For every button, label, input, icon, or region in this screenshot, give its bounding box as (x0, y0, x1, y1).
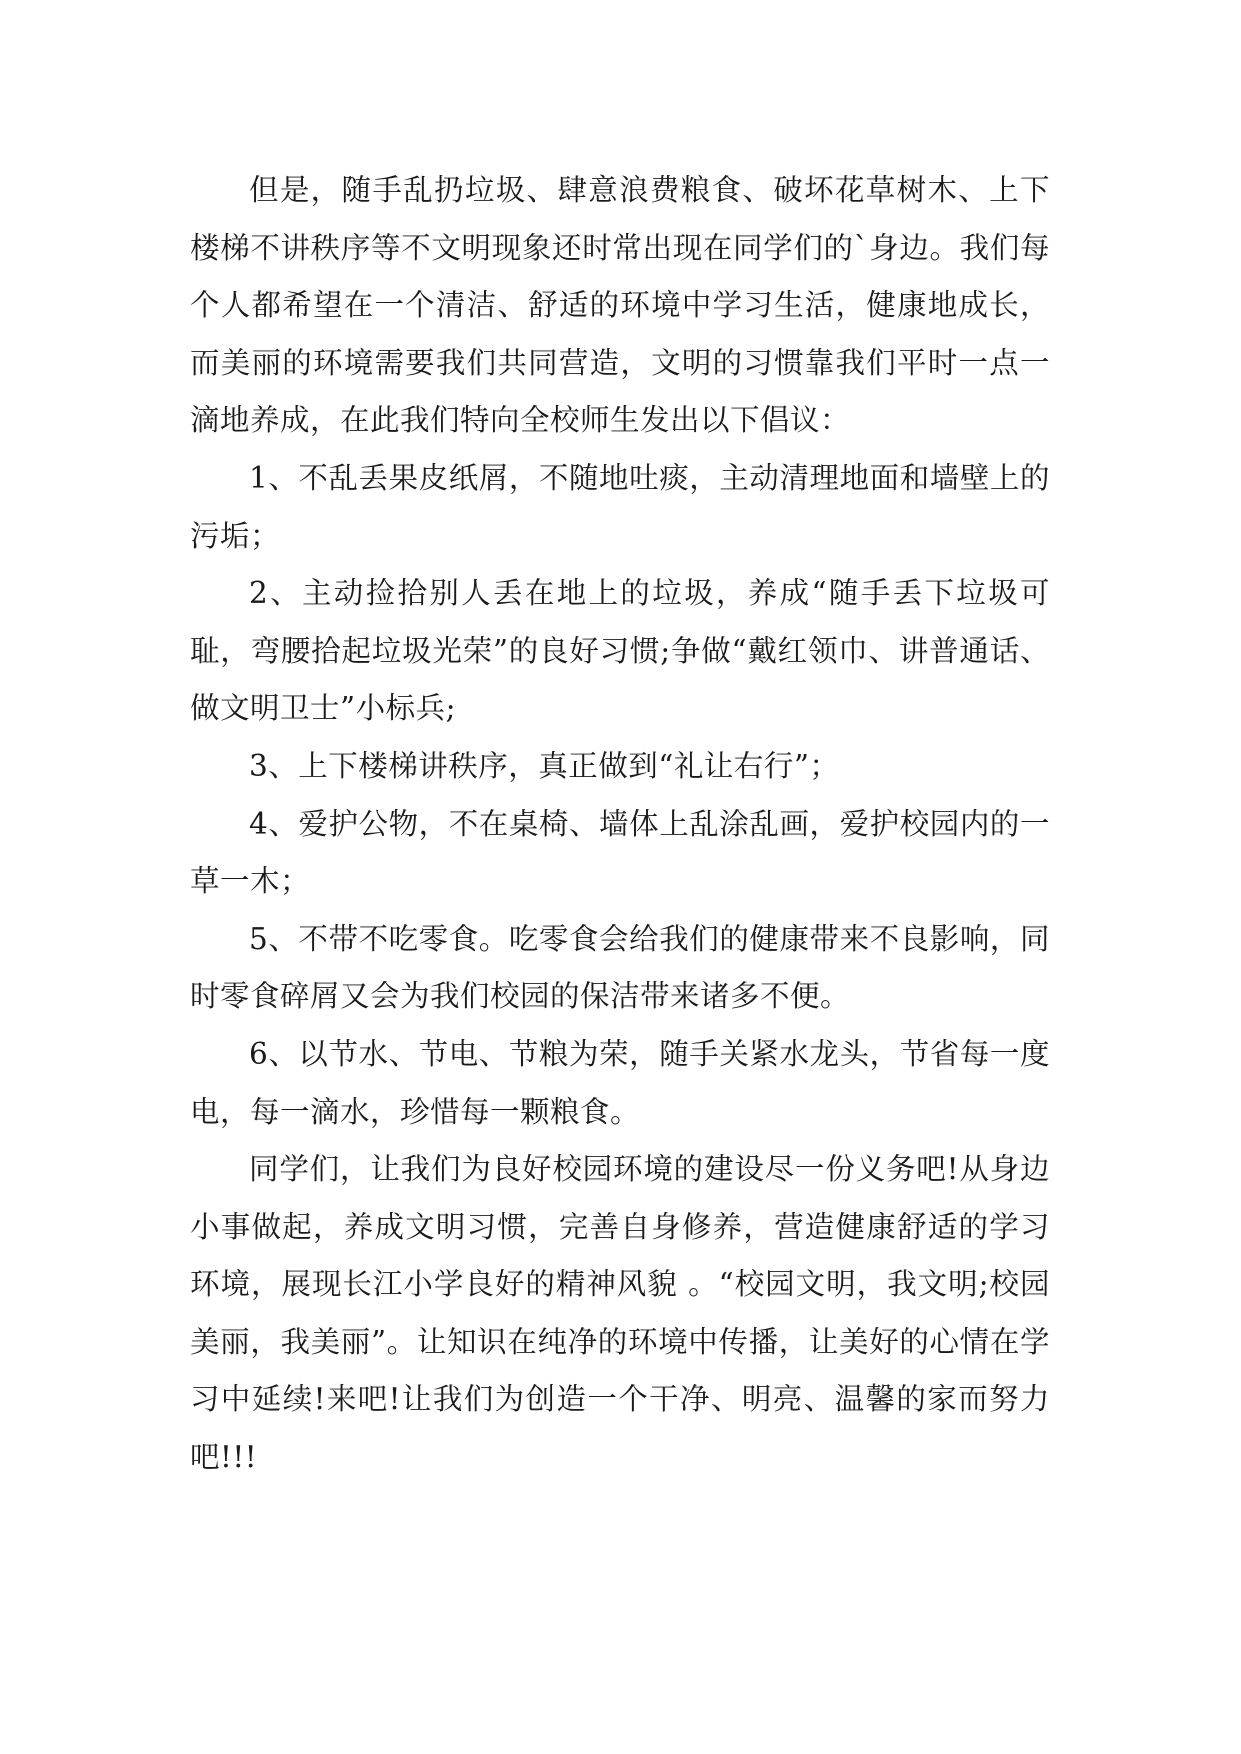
document-body (190, 162, 1050, 1487)
paragraph-item-3: 3、上下楼梯讲秩序，真正做到“礼让右行”； (249, 748, 840, 783)
paragraph-item-5: 5、不带不吃零食。吃零食会给我们的健康带来不良影响，同时零食碎屑又会为我们校园的保洁带来诸多不便。 (190, 921, 1050, 1014)
paragraph-intro: 但是，随手乱扔垃圾、肆意浪费粮食、破坏花草树木、上下楼梯不讲秩序等不文明现象还时常出现在同学们的`身边。我们每个人都希望在一个清洁、舒适的环境中学习生活，健康地成长，而美丽的环境需要我们共同营造，文明的习惯靠我们平时一点一滴地养成，在此我们特向全校师生发出以下倡议： (190, 173, 1050, 438)
paragraph-item-6: 6、以节水、节电、节粮为荣，随手关紧水龙头，节省每一度电，每一滴水，珍惜每一颗粮食。 (190, 1036, 1050, 1129)
paragraph-conclusion: 同学们，让我们为良好校园环境的建设尽一份义务吧!从身边小事做起，养成文明习惯，完善自身修养，营造健康舒适的学习环境，展现长江小学良好的精神风貌 。“校园文明，我文明;校园美丽，我美丽”。让知识在纯净的环境中传播，让美好的心情在学习中延续!来吧!让我们为创造一个干净、明亮、温馨的家而努力吧!!! (190, 1152, 1050, 1475)
paragraph-item-2: 2、主动捡拾别人丢在地上的垃圾，养成“随手丢下垃圾可耻，弯腰拾起垃圾光荣”的良好习惯;争做“戴红领巾、讲普通话、做文明卫士”小标兵; (190, 576, 1050, 726)
paragraph-item-4: 4、爱护公物，不在桌椅、墙体上乱涂乱画，爱护校园内的一草一木； (190, 806, 1050, 899)
paragraph-item-1: 1、不乱丢果皮纸屑，不随地吐痰，主动清理地面和墙壁上的污垢； (190, 460, 1050, 553)
